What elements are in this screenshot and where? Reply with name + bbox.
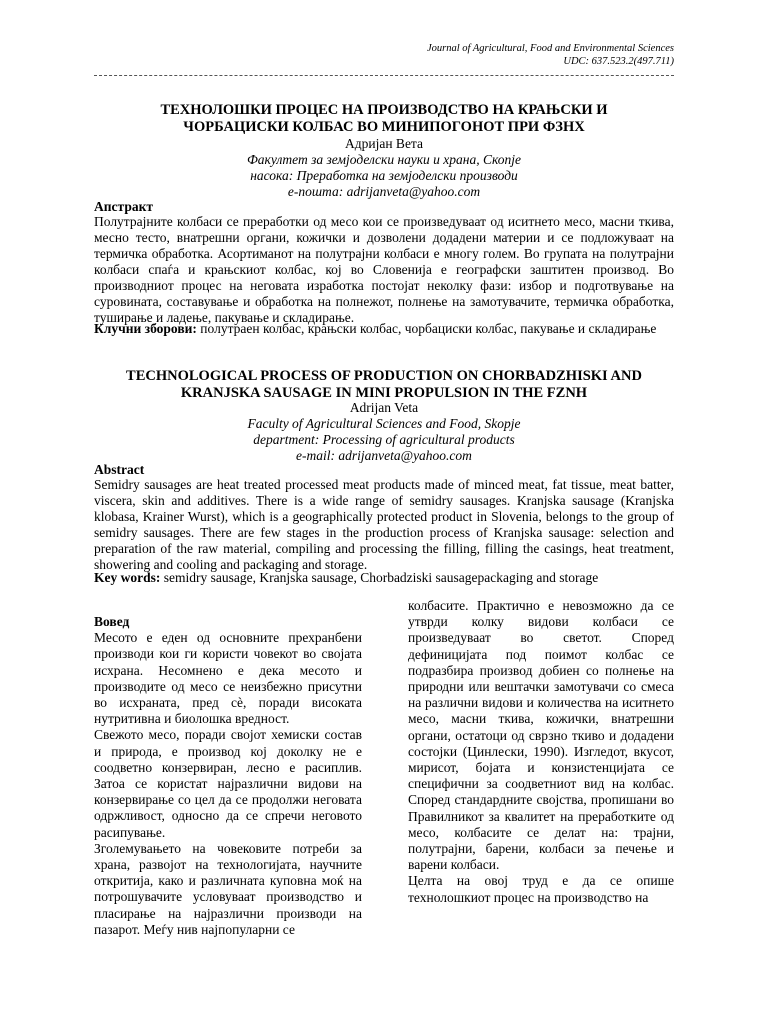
en-author-block — [94, 400, 674, 464]
en-email: e-mail: adrijanveta@yahoo.com — [296, 448, 472, 463]
body-left-column — [94, 614, 362, 938]
en-author: Adrijan Veta — [349, 400, 419, 415]
mk-department: насока: Преработка на земјоделски производи — [250, 168, 518, 183]
en-abstract-text: Semidry sausages are heat treated processed meat products made of minced meat, fat tissue, meat batter, viscera, skin and additives. There is a wide range of semidry sausages. Kranjska sausage (Kranjska klobasa, Krainer Wurst), which is a geographically protected product in Slovenia, belongs to the group of semidry sausages. There are few stages in the production process of Kranjska sausage: selection and preparation of the raw material, compiling and processing the filling, filling the casings, heat treatment, showering and cooling and packaging and storage. — [94, 477, 674, 572]
en-keywords-text: semidry sausage, Kranjska sausage, Chorbadziski sausagepackaging and storage — [160, 570, 599, 585]
intro-paragraph-4: колбасите. Практично е невозможно да се утврди колку видови колбаси се произведуваат во светот. Според дефиницијата под поимот колбас се подразбира производ добиен со полнење на природни или вештачки замотувачи со смеса на различни видови и количества на иситнето месо, масни ткива, кожички, внатрешни органи, остатоци од сврзно ткиво и додадени состојки (Цинлески, 1990). Изгледот, вкусот, мирисот, бојата и конзистенцијата се специфични за соодветниот вид на колбас. Според стандардните својства, пропишани во Правилникот за квалитет на преработките од месо, колбасите се делат на: трајни, полутрајни, барени, колбаси за печење и варени колбаси. — [408, 598, 674, 873]
en-abstract-heading: Abstract — [94, 462, 145, 477]
intro-paragraph-5: Целта на овој труд е да се опише технолошкиот процес на производство на — [408, 873, 674, 905]
en-title-line-1: TECHNOLOGICAL PROCESS OF PRODUCTION ON CHORBADZHISKI AND — [126, 368, 642, 384]
intro-paragraph-1: Месото е еден од основните прехранбени производи кои ги користи човекот во својата исхрана. Несомнено е дека месото и производите од месо се неизбежно присутни во исхраната, пред сè, поради високата нутритивна и биолошка вредност. — [94, 630, 362, 727]
journal-name: Journal of Agricultural, Food and Environmental Sciences — [426, 43, 674, 54]
udc-code: UDC: 637.523.2(497.711) — [563, 56, 674, 67]
mk-abstract-heading: Апстракт — [94, 199, 153, 214]
journal-header — [94, 42, 674, 68]
mk-affiliation: Факултет за земјоделски науки и храна, Скопје — [246, 152, 522, 167]
mk-email: е-пошта: adrijanveta@yahoo.com — [287, 184, 481, 199]
mk-keywords-label: Клучни зборови: — [94, 321, 197, 336]
en-keywords-label: Key words: — [94, 570, 161, 585]
mk-author: Адријан Вета — [345, 136, 423, 151]
en-affiliation: Faculty of Agricultural Sciences and Food, Skopje — [247, 416, 521, 431]
mk-keywords — [94, 321, 674, 337]
mk-title-line-2: ЧОРБАЦИСКИ КОЛБАС ВО МИНИПОГОНОТ ПРИ ФЗНХ — [183, 119, 585, 135]
mk-author-block — [94, 136, 674, 200]
mk-keywords-text: полутраен колбас, крањски колбас, чорбациски колбас, пакување и складирање — [196, 321, 657, 336]
intro-paragraph-2: Свежото месо, поради својот хемиски состав и природа, е производ кој доколку не е соодветно конзервиран, лесно е расиплив. Затоа се користат најразлични видови на конзервирање со цел да се продолжи неговата одржливост, односно да се спречи неговото расипување. — [94, 727, 362, 840]
mk-abstract-text: Полутрајните колбаси се преработки од месо кои се произведуваат од иситнето месо, масни ткива, месно тесто, внатрешни органи, кожички и дозволени додадени материи и се подложуваат на термичка обработка. Асортиманот на полутрајни колбаси е многу голем. Во групата на полутрајни колбаси спаѓа и крањскиот колбас, кој во Словенија е географски заштитен производ. Во производниот процес на неговата изработка постојат неколку фази: избор и подготвување на суровината, составување и обработка на полнежот, полнење на замотувачите, термичка обработка, туширање и ладење, пакување и складирање. — [94, 214, 674, 325]
en-title-line-2: KRANJSKA SAUSAGE IN MINI PROPULSION IN THE FZNH — [180, 385, 588, 401]
en-keywords — [94, 570, 674, 586]
mk-title — [94, 102, 674, 136]
intro-paragraph-3: Зголемувањето на човековите потреби за храна, развојот на технологијата, научните откритија, како и различната куповна моќ на потрошувачите условуваат производство и пласирање на најразлични производи на пазарот. Меѓу нив најпопуларни се — [94, 840, 362, 937]
header-divider — [94, 75, 674, 76]
en-department: department: Processing of agricultural products — [253, 432, 515, 447]
intro-heading: Вовед — [94, 614, 130, 629]
en-title — [94, 368, 674, 402]
mk-title-line-1: ТЕХНОЛОШКИ ПРОЦЕС НА ПРОИЗВОДСТВО НА КРАЊСКИ И — [160, 102, 608, 118]
body-right-column — [408, 598, 674, 906]
